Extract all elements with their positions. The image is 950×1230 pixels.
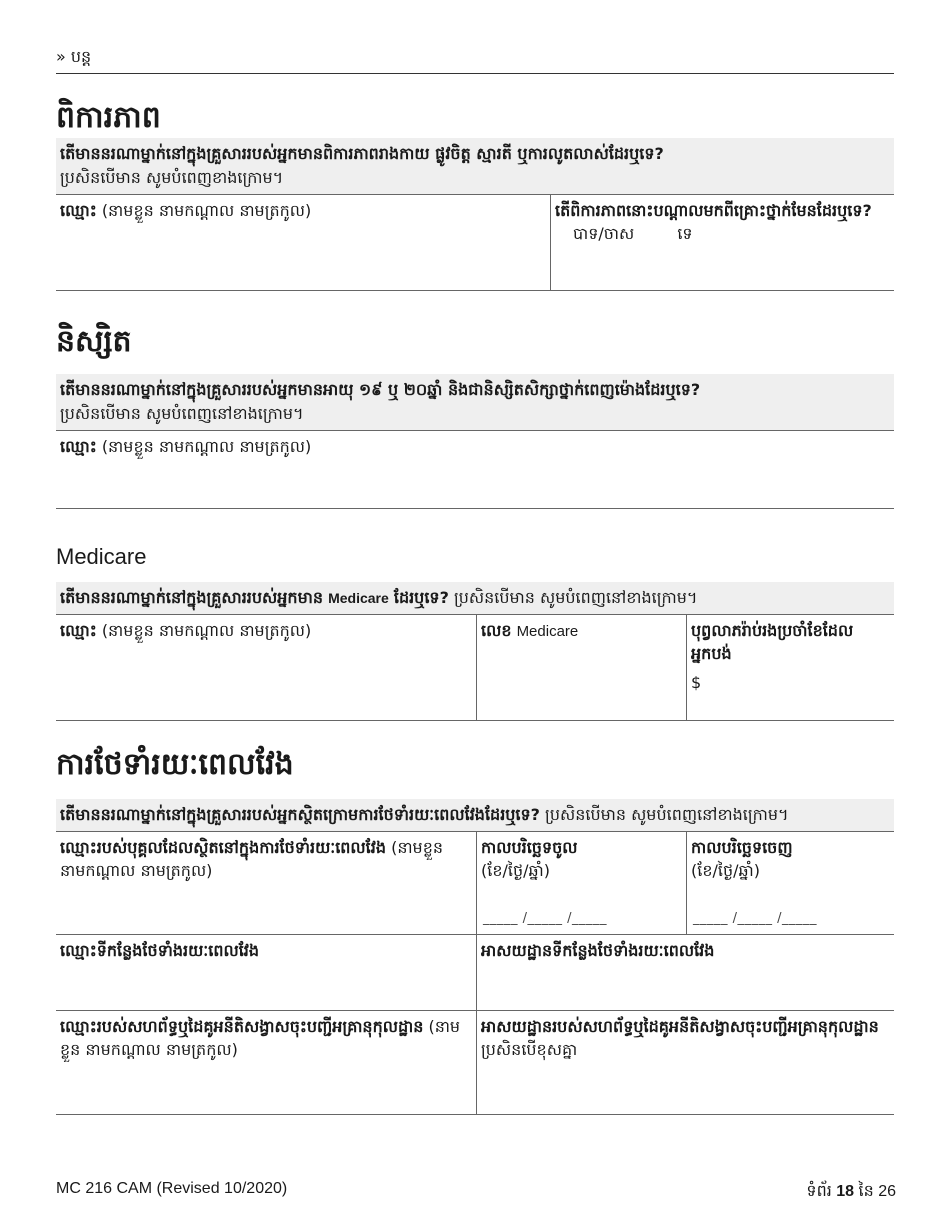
form-id: MC 216 CAM (Revised 10/2020) [56,1180,288,1197]
yes-no-options [555,222,888,245]
section-medicare [56,542,894,721]
field-hint: ប្រសិនបើខុសគ្នា [481,1040,578,1059]
ltc-row-1 [56,832,894,935]
spouse-name-field[interactable] [56,1011,476,1114]
disability-row [56,195,894,291]
person-name-field[interactable] [56,832,476,934]
date-blank: _____ /_____ /_____ [693,911,818,926]
field-hint: (នាមខ្លួន នាមកណ្ដាល នាមត្រកូល) [101,201,312,220]
dollar-sign: $ [691,673,702,692]
question-box [56,374,894,431]
question-note: ប្រសិនបើមាន សូមបំពេញនៅខាងក្រោម។ [453,588,698,607]
question-text: តើមាននរណាម្នាក់នៅក្នុងគ្រួសាររបស់អ្នកមានពិការភាពរាងកាយ ផ្លូវចិត្ត ស្មារតី ឬការលូតលាស់ដែរឬទេ? [60,144,664,163]
medicare-row [56,615,894,721]
field-hint: (នាមខ្លួន នាមកណ្ដាល នាមត្រកូល) [60,1017,461,1059]
field-label-a: លេខ [481,621,512,640]
facility-address-field[interactable] [476,935,894,1010]
field-label: អាសយដ្ឋានទីកន្លែងថែទាំងរយៈពេលវែង [481,941,715,960]
question-box [56,799,894,832]
field-hint: (នាមខ្លួន នាមកណ្ដាល នាមត្រកូល) [101,437,312,456]
premium-field[interactable] [686,615,894,720]
option-yes[interactable]: បាទ/ចាស [573,224,635,243]
field-label: កាលបរិច្ឆេទចូល [481,838,578,857]
medicare-number-field[interactable] [476,615,686,720]
question-box [56,582,894,615]
question-box [56,138,894,195]
option-no[interactable]: ទេ [677,224,693,243]
field-label: ឈ្មោះ [60,621,97,640]
question-note: ប្រសិនបើមាន សូមបំពេញខាងក្រោម។ [60,168,284,187]
section-disability [56,98,894,291]
question-text-b: Medicare [328,590,389,606]
field-label: កាលបរិច្ឆេទចេញ [691,838,793,857]
question-note: ប្រសិនបើមាន សូមបំពេញនៅខាងក្រោម។ [545,805,789,824]
name-field[interactable] [56,195,550,290]
field-label: បុព្វលាភរ៉ាប់រងប្រចាំខែដែលអ្នកបង់ [691,621,854,663]
question-text-c: ដែរឬទេ? [393,588,449,607]
date-in-field[interactable] [476,832,686,934]
section-title: និស្សិត [56,324,132,359]
field-label: ឈ្មោះ [60,201,97,220]
question-text-a: តើមាននរណាម្នាក់នៅក្នុងគ្រួសាររបស់អ្នកមាន [60,588,323,607]
field-label: ឈ្មោះ [60,437,97,456]
of-word: នៃ [858,1183,874,1200]
question-text: តើមាននរណាម្នាក់នៅក្នុងគ្រួសាររបស់អ្នកស្ថិតក្រោមការថែទាំរយៈពេលវែងដែរឬទេ? [60,805,540,824]
total-pages: 26 [878,1183,896,1200]
page-number [806,1180,896,1204]
date-blank: _____ /_____ /_____ [483,911,608,926]
question-note: ប្រសិនបើមាន សូមបំពេញនៅខាងក្រោម។ [60,404,304,423]
field-label: ឈ្មោះរបស់បុគ្គលដែលស្ថិតនៅក្នុងការថែទាំរយៈពេលវែង [60,838,386,857]
current-page: 18 [836,1183,855,1200]
accident-field [550,195,894,290]
facility-name-field[interactable] [56,935,476,1010]
section-student [56,322,894,509]
continued-label: » បន្ត [56,47,92,66]
field-label: ឈ្មោះរបស់សហព័ទ្ធឬដៃគូអនីតិសង្វាសចុះបញ្ជីអគ្រានុកុលដ្ឋាន [60,1017,424,1036]
field-label-b: Medicare [516,623,579,640]
name-field[interactable] [56,615,476,720]
ltc-row-2 [56,935,894,1011]
field-hint: (នាមខ្លួន នាមកណ្ដាល នាមត្រកូល) [101,621,312,640]
date-format: (ខែ/ថ្ងៃ/ឆ្នាំ) [481,861,550,880]
student-row [56,431,894,509]
field-label: អាសយដ្ឋានរបស់សហព័ទ្ធឬដៃគូអនីតិសង្វាសចុះបញ្ជីអគ្រានុកុលដ្ឋាន [481,1017,879,1036]
top-divider [56,73,894,74]
section-title: ពិការភាព [56,100,161,135]
page-word: ទំព័រ [806,1183,832,1200]
section-title: Medicare [56,544,147,569]
field-hint: (នាមខ្លួន នាមកណ្ដាល នាមត្រកូល) [60,838,444,880]
question-text: តើមាននរណាម្នាក់នៅក្នុងគ្រួសាររបស់អ្នកមានអាយុ ១៩ ឬ ២០ឆ្នាំ និងជានិស្សិតសិក្សាថ្នាក់ពេញម៉ោងដែរឬទេ? [60,380,701,399]
section-title: ការថែទាំរយៈពេលវែង [56,747,294,782]
spouse-address-field[interactable] [476,1011,894,1114]
field-label: ឈ្មោះទីកន្លែងថែទាំងរយៈពេលវែង [60,941,260,960]
ltc-row-3 [56,1011,894,1115]
section-long-term-care [56,745,894,1115]
date-out-field[interactable] [686,832,894,934]
date-format: (ខែ/ថ្ងៃ/ឆ្នាំ) [691,861,760,880]
field-label: តើពិការភាពនោះបណ្ដាលមកពីគ្រោះថ្នាក់មែនដែរឬទេ? [555,201,872,220]
name-field[interactable] [56,431,894,508]
